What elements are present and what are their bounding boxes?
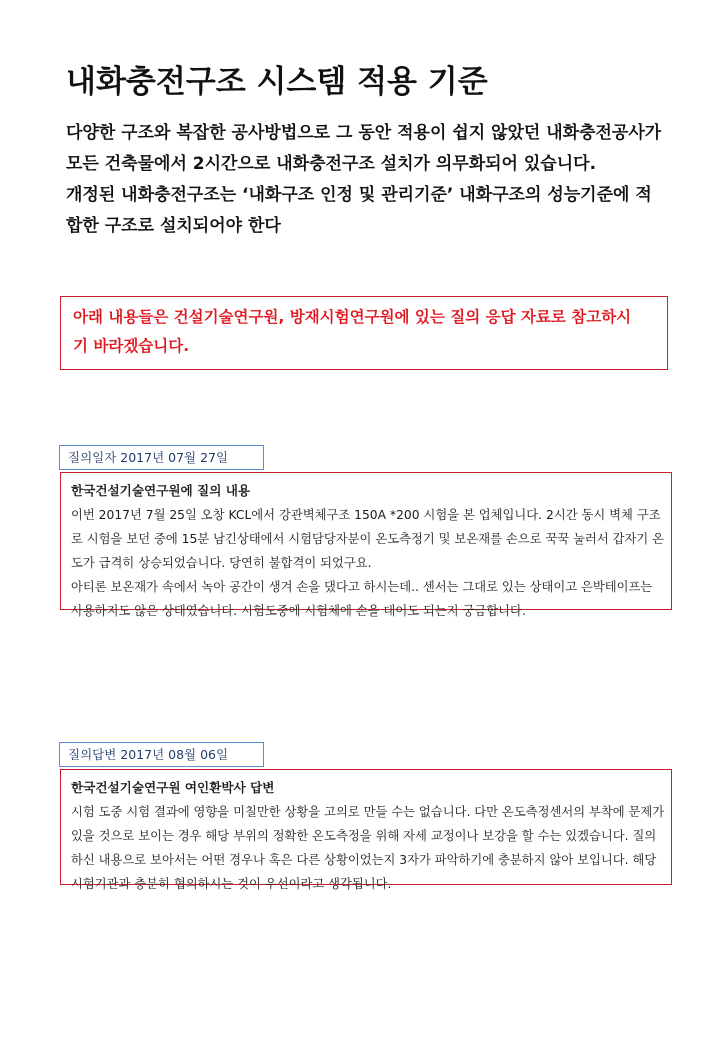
answer-heading: 한국건설기술연구원 여인환박사 답변 [71, 780, 275, 795]
answer-body-paragraph: 시험 도중 시험 결과에 영향을 미칠만한 상황을 고의로 만들 수는 없습니다. 다만 온도측정센서의 부착에 문제가 있을 것으로 보이는 경우 해당 부위의 정확한 온도측정을 위해 자세 교정이나 보강을 할 수는 있겠습니다. 질의하신 내용으로 보아서는 어떤 경우나 혹은 다른 상황이었는지 3자가 파악하기에 충분하지 않아 보입니다. 해당 시험기관과 충분히 협의하시는 것이 우선이라고 생각됩니다. [71, 805, 665, 891]
notice-box [60, 296, 668, 370]
question-body [71, 503, 665, 623]
page-title: 내화충전구조 시스템 적용 기준 [66, 64, 488, 100]
intro-paragraph-2: 개정된 내화충전구조는 ‘내화구조 인정 및 관리기준’ 내화구조의 성능기준에 적합한 구조로 설치되어야 한다 [66, 185, 652, 236]
question-body-paragraph-2: 아티론 보온재가 속에서 녹아 공간이 생겨 손을 댔다고 하시는데.. 센서는 그대로 있는 상태이고 은박테이프는 사용하지도 않은 상태였습니다. 시험도중에 시험체에 손을 대어도 되는지 궁금합니다. [71, 580, 653, 618]
question-date-label: 질의일자 2017년 07월 27일 [59, 445, 264, 470]
answer-box [60, 769, 672, 891]
answer-date-label: 질의답변 2017년 08월 06일 [59, 742, 264, 767]
question-body-paragraph-1: 이번 2017년 7월 25일 오창 KCL에서 강관벽체구조 150A *200 시험을 본 업체입니다. 2시간 동시 벽체 구조로 시험을 보던 중에 15분 남긴상태에서 시험담당자분이 온도측정기 및 보온재를 손으로 꾹꾹 눌러서 갑자기 온도가 급격히 상승되었습니다. 당연히 불합격이 되었구요. [71, 508, 665, 570]
notice-text: 아래 내용들은 건설기술연구원, 방재시험연구원에 있는 질의 응답 자료로 참고하시기 바라겠습니다. [73, 308, 632, 355]
question-box [60, 472, 672, 618]
intro-paragraph-1: 다양한 구조와 복잡한 공사방법으로 그 동안 적용이 쉽지 않았던 내화충전공사가 모든 건축물에서 2시간으로 내화충전구조 설치가 의무화되어 있습니다. [66, 123, 662, 174]
question-heading: 한국건설기술연구원에 질의 내용 [71, 483, 251, 498]
intro-text [66, 118, 666, 242]
answer-body [71, 800, 665, 896]
